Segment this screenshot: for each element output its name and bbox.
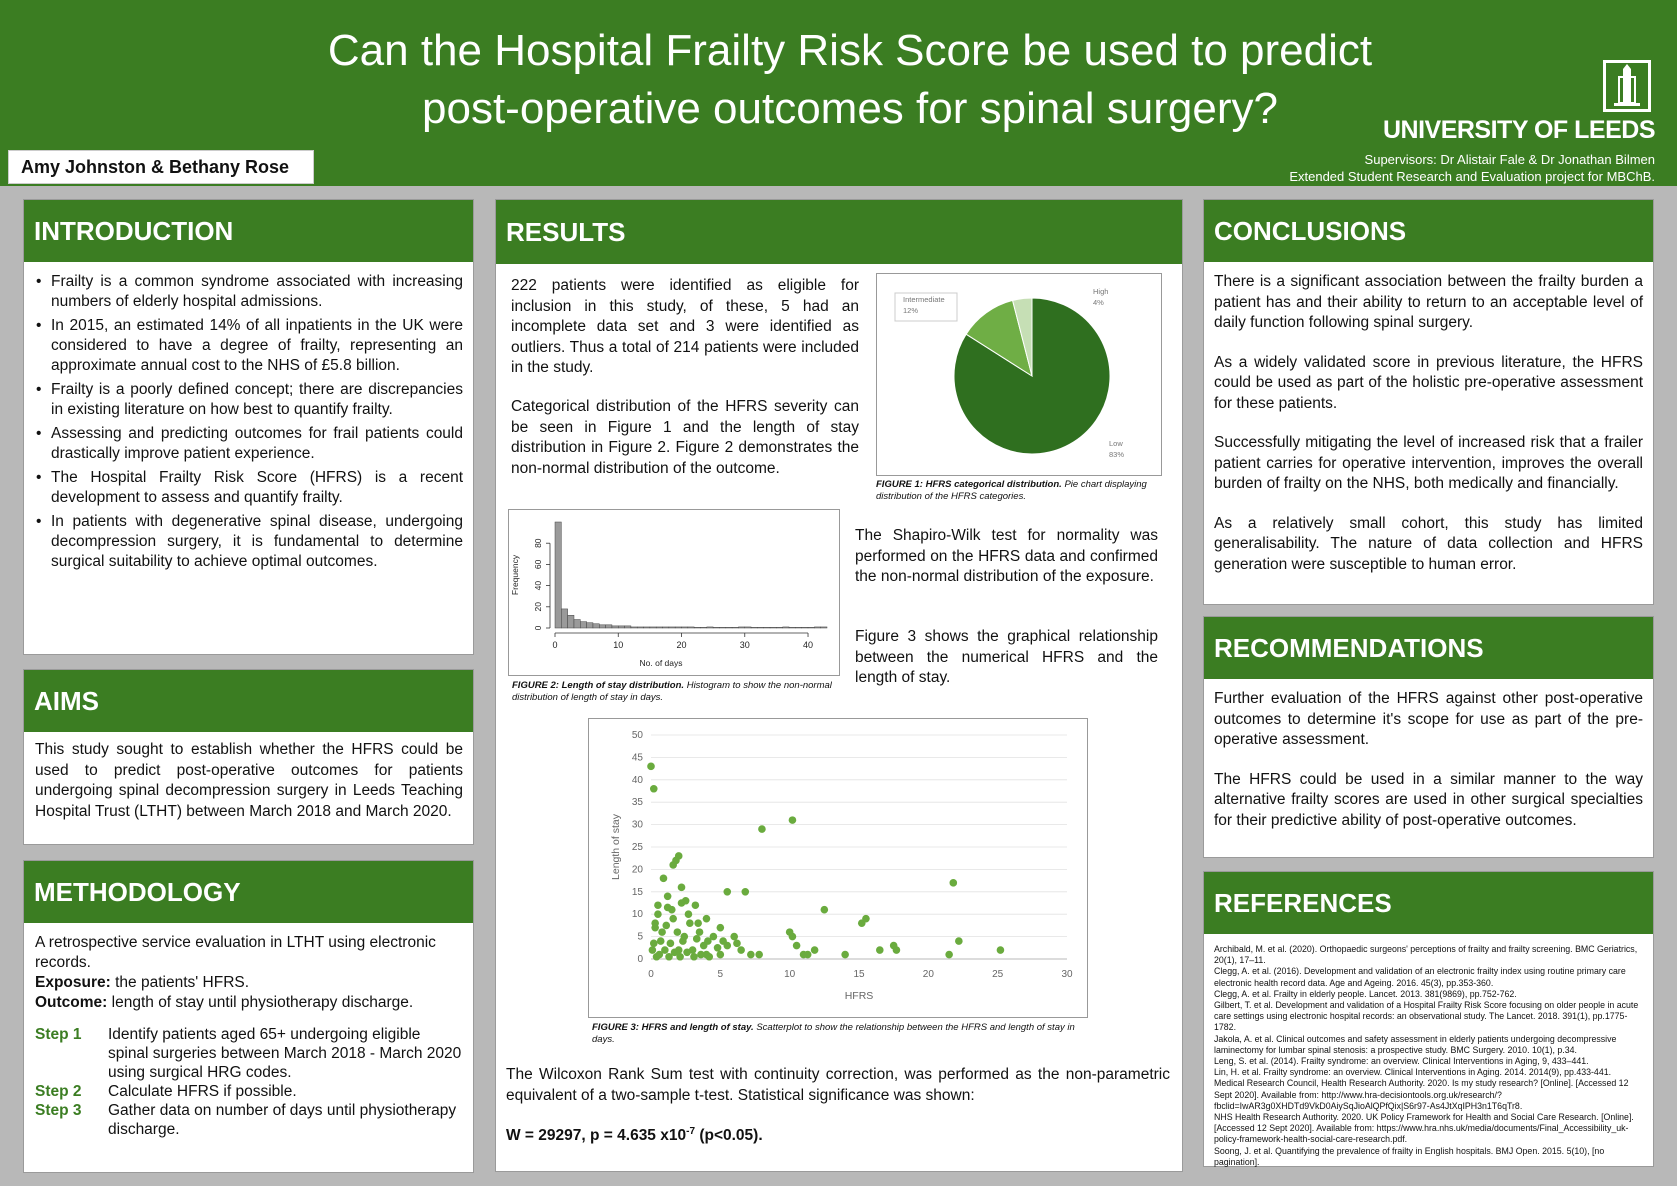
scatter-point [680, 933, 688, 941]
scatter-point [717, 924, 725, 932]
scatter-point [714, 944, 722, 952]
reference-item: Archibald, M. et al. (2020). Orthopaedic surgeons' perceptions of frailty and frailty screening. BMC Geriatrics, 20(1), 17–11. [1214, 944, 1638, 966]
scatter-point [893, 946, 901, 954]
histogram-bar [808, 627, 814, 628]
introduction-bullet: • The Hospital Frailty Risk Score (HFRS) is a recent development to assess and quantify frailty. [36, 468, 463, 508]
scatter-point [741, 888, 749, 896]
histogram-bar [757, 627, 763, 628]
scatter-point [676, 953, 684, 961]
histogram-bar [675, 627, 681, 628]
conclusions-heading: CONCLUSIONS [1204, 200, 1653, 262]
step-text: Calculate HFRS if possible. [108, 1083, 297, 1100]
scatter-point [649, 946, 657, 954]
recommendations-body [1204, 679, 1653, 831]
stat-exponent: -7 [686, 1126, 696, 1137]
methodology-intro: A retrospective service evaluation in LTHT using electronic records. [35, 934, 436, 971]
histogram-bar [814, 627, 820, 628]
histogram-bar [631, 627, 637, 628]
scatter-point [789, 816, 797, 824]
histogram-bar [644, 627, 650, 628]
step-label: Step 2 [35, 1083, 82, 1100]
histogram-bar [568, 615, 574, 628]
university-name: UNIVERSITY OF LEEDS [1382, 116, 1655, 144]
results-para-2: Categorical distribution of the HFRS severity can be seen in Figure 1 and the length of stay distribution in Figure 2. Figure 2 demonstrates the non-normal distribution of the outcome. [511, 398, 859, 477]
histogram-bar [587, 623, 593, 628]
histogram-bar [795, 627, 801, 628]
scatter-point [654, 901, 662, 909]
exposure-label: Exposure: [35, 974, 111, 991]
reference-item: Medical Research Council, Health Research Authority. 2020. Is my study research? [Online]. [Accessed 12 Sept 2020]. Available from: http://www.hra-decisiontools.org.uk/research/?fbclid=IwAR3g0XHDTd9VkD0AiySqJioAlQPfQix|S6r97-As4JtXqIPH3n1T6qTr8. [1214, 1078, 1629, 1111]
introduction-bullets [24, 262, 473, 572]
scatter-y-tick-label: 45 [631, 752, 643, 764]
scatter-point [755, 951, 763, 959]
scatter-x-tick-label: 0 [648, 969, 654, 980]
histogram-bar [764, 627, 770, 628]
step-label: Step 3 [35, 1102, 82, 1119]
histogram-bar [618, 626, 624, 628]
introduction-heading: INTRODUCTION [24, 200, 473, 262]
scatter-point [674, 928, 682, 936]
scatter-y-tick-label: 15 [631, 886, 643, 898]
reference-item: Clegg, A. et al. (2016). Development and validation of an electronic frailty index using routine primary care electronic health record data. Age and Ageing. 2016. 45(3), pp.353-360. [1214, 966, 1626, 988]
histogram-bar [713, 627, 719, 628]
histogram-bar [694, 627, 700, 628]
pie-label-low: Low [1109, 439, 1123, 448]
scatter-point [693, 935, 701, 943]
introduction-bullet: • In 2015, an estimated 14% of all inpatients in the UK were considered to have a degree of frailty, representing an approximate annual cost to the NHS of £5.8 billion. [36, 316, 463, 376]
pie-chart-svg [877, 274, 1163, 477]
title-line-1: Can the Hospital Frailty Risk Score be used to predict [327, 26, 1373, 75]
figure-1-caption [876, 479, 1166, 503]
histogram-y-tick-label: 0 [533, 625, 543, 631]
title-line-2: post-operative outcomes for spinal surgery? [422, 84, 1278, 133]
histogram-bar [751, 627, 757, 628]
scatter-point [694, 919, 702, 927]
figure-1-caption-title: FIGURE 1: HFRS categorical distribution. [876, 479, 1062, 490]
histogram-x-tick-label: 10 [613, 640, 624, 650]
histogram-bar [561, 609, 567, 628]
scatter-point [667, 940, 675, 948]
scatter-point [685, 910, 693, 918]
introduction-bullet: • In patients with degenerative spinal disease, undergoing decompression surgery, it is fundamental to determine surgical suitability to achieve optimal outcomes. [36, 512, 463, 572]
histogram-bar [606, 625, 612, 628]
histogram-bar [700, 627, 706, 628]
scatter-point [651, 924, 659, 932]
recommendations-heading: RECOMMENDATIONS [1204, 617, 1653, 679]
scatter-point [690, 953, 698, 961]
histogram-bar [745, 627, 751, 628]
university-logo-icon [1603, 60, 1651, 112]
histogram-x-tick-label: 40 [803, 640, 814, 650]
scatter-point [650, 785, 658, 793]
scatter-y-tick-label: 5 [637, 931, 643, 943]
scatter-point [669, 861, 677, 869]
histogram-bar [783, 627, 789, 628]
recommendations-panel [1203, 616, 1654, 858]
methodology-step [35, 1025, 463, 1082]
supervisors-line: Supervisors: Dr Alistair Fale & Dr Jonathan Bilmen [1364, 152, 1655, 167]
histogram-bar [726, 627, 732, 628]
histogram-bar [625, 626, 631, 628]
scatter-point [657, 937, 665, 945]
scatter-y-label: Length of stay [610, 814, 622, 880]
scatter-y-tick-label: 20 [631, 864, 643, 876]
histogram-y-tick-label: 60 [533, 559, 543, 570]
scatter-point [683, 948, 691, 956]
figure-3-scatter [588, 718, 1088, 1018]
histogram-bar [663, 627, 669, 628]
results-statistic [506, 1126, 763, 1145]
scatter-point [678, 884, 686, 892]
histogram-y-tick-label: 20 [533, 602, 543, 612]
figure-1-pie-chart [876, 273, 1162, 476]
step-text: Gather data on number of days until physiotherapy discharge. [108, 1102, 457, 1138]
methodology-body [24, 923, 473, 1139]
histogram-bar [707, 627, 713, 628]
scatter-point [678, 899, 686, 907]
histogram-bar [637, 627, 643, 628]
conclusions-body [1204, 262, 1653, 575]
scatter-point [949, 879, 957, 887]
results-para-1: 222 patients were identified as eligible for inclusion in this study, of these, 5 had an incomplete data set and 3 were identified as outliers. Thus a total of 214 patients were included in the study. [511, 277, 859, 376]
scatter-point [675, 852, 683, 860]
scatter-svg [589, 719, 1089, 1019]
scatter-point [821, 906, 829, 914]
reference-item: Gilbert, T. et al. Development and validation of a Hospital Frailty Risk Score focusing on older people in acute care settings using electronic hospital records: an observational study. The Lancet. 2018. 391(1), pp.1775-1782. [1214, 1000, 1639, 1033]
methodology-step [35, 1082, 463, 1101]
reference-item: Clegg, A. et al. Frailty in elderly people. Lancet. 2013. 381(9869), pp.752-762. [1214, 988, 1517, 999]
scatter-point [789, 933, 797, 941]
scatter-point [719, 937, 727, 945]
results-para-4: Figure 3 shows the graphical relationship between the numerical HFRS and the length of stay. [855, 628, 1158, 686]
histogram-bar [770, 627, 776, 628]
reference-item: Soong, J. et al. Quantifying the prevalence of frailty in English hospitals. BMJ Open. 2015. 5(10), [no pagination]. [1214, 1145, 1605, 1167]
scatter-y-tick-label: 0 [637, 954, 643, 965]
histogram-x-tick-label: 20 [676, 640, 687, 650]
pie-label-high: 4% [1093, 298, 1104, 307]
pie-label-intermediate: 12% [903, 306, 919, 315]
scatter-point [662, 922, 670, 930]
scatter-point [654, 910, 662, 918]
aims-panel [23, 669, 474, 845]
scatter-x-label: HFRS [844, 990, 874, 1002]
histogram-bar [656, 627, 662, 628]
scatter-x-tick-label: 20 [922, 969, 934, 980]
introduction-bullet: • Frailty is a poorly defined concept; there are discrepancies in existing literature on how best to quantify frailty. [36, 380, 463, 420]
poster-title [180, 22, 1520, 138]
histogram-y-label: Frequency [510, 554, 520, 596]
methodology-exposure [35, 973, 463, 993]
figure-1-caption-text: Pie chart displaying distribution of the HFRS categories. [876, 479, 1147, 502]
scatter-point [703, 915, 711, 923]
figure-2-caption-title: FIGURE 2: Length of stay distribution. [512, 680, 685, 691]
scatter-y-tick-label: 10 [631, 909, 643, 921]
scatter-point [650, 940, 658, 948]
introduction-bullet: • Assessing and predicting outcomes for frail patients could drastically improve patient experience. [36, 424, 463, 464]
scatter-point [811, 946, 819, 954]
histogram-bar [776, 627, 782, 628]
figure-2-histogram [508, 509, 840, 676]
histogram-bar [802, 627, 808, 628]
scatter-point [747, 951, 755, 959]
stat-tail: (p<0.05). [695, 1127, 763, 1145]
figure-2-caption [512, 680, 852, 704]
histogram-bar [738, 627, 744, 628]
scatter-point [793, 942, 801, 950]
conclusion-paragraph: As a widely validated score in previous literature, the HFRS could be used as part of the holistic pre-operative assessment for these patients. [1214, 353, 1643, 412]
scatter-point [997, 946, 1005, 954]
reference-item: Lin, H. et al. Frailty syndrome: an overview. Clinical Interventions in Aging. 2014. 2014(9), pp.433-441. [1214, 1067, 1612, 1078]
scatter-point [862, 915, 870, 923]
scatter-point [733, 940, 741, 948]
aims-heading: AIMS [24, 670, 473, 732]
introduction-panel [23, 199, 474, 655]
figure-2-caption-text: Histogram to show the non-normal distribution of length of stay in days. [512, 680, 832, 703]
scatter-point [696, 928, 704, 936]
references-heading: REFERENCES [1204, 872, 1653, 934]
scatter-point [955, 937, 963, 945]
scatter-point [723, 888, 731, 896]
scatter-y-tick-label: 50 [631, 730, 643, 741]
scatter-point [758, 825, 766, 833]
authors-label: Amy Johnston & Bethany Rose [8, 150, 314, 184]
methodology-heading: METHODOLOGY [24, 861, 473, 923]
figure-3-caption-title: FIGURE 3: HFRS and length of stay. [592, 1022, 754, 1033]
histogram-bar [555, 522, 561, 628]
scatter-point [730, 933, 738, 941]
methodology-outcome [35, 993, 463, 1013]
scatter-x-tick-label: 15 [853, 969, 865, 980]
pie-label-intermediate: Intermediate [903, 295, 945, 304]
scatter-y-tick-label: 25 [631, 842, 643, 853]
histogram-bar [789, 627, 795, 628]
scatter-point [841, 951, 849, 959]
scatter-point [876, 946, 884, 954]
scatter-point [686, 919, 694, 927]
histogram-bar [574, 620, 580, 628]
scatter-y-tick-label: 35 [631, 797, 643, 809]
histogram-x-tick-label: 30 [739, 640, 750, 650]
scatter-point [669, 915, 677, 923]
aims-text: This study sought to establish whether the HFRS could be used to predict post-operative outcomes for patients undergoing spinal decompression surgery in Leeds Teaching Hospital Trust (LTHT) between March 2018 and March 2020. [35, 741, 463, 820]
scatter-x-tick-label: 30 [1061, 969, 1073, 980]
histogram-x-label: No. of days [639, 658, 683, 668]
results-para-3: The Shapiro-Wilk test for normality was performed on the HFRS data and confirmed the non-normal distribution of the exposure. [855, 527, 1158, 585]
histogram-bar [821, 627, 827, 628]
scatter-point [697, 951, 705, 959]
histogram-bar [580, 622, 586, 628]
scatter-point [664, 904, 672, 912]
histogram-bar [732, 627, 738, 628]
references-panel [1203, 871, 1654, 1167]
histogram-y-tick-label: 80 [533, 538, 543, 548]
scatter-point [704, 937, 712, 945]
scatter-point [647, 763, 655, 771]
scatter-y-tick-label: 30 [631, 819, 643, 831]
conclusion-paragraph: There is a significant association between the frailty burden a patient has and their ability to return to an acceptable level of daily function following spinal surgery. [1214, 273, 1643, 331]
scatter-x-tick-label: 10 [784, 969, 796, 980]
introduction-bullet: • Frailty is a common syndrome associated with increasing numbers of elderly hospital admissions. [36, 272, 463, 312]
conclusion-paragraph: Successfully mitigating the level of increased risk that a frailer patient carries for operative intervention, improves the overall burden of frailty on the NHS, both medically and financially. [1214, 434, 1643, 492]
figure-3-caption [592, 1022, 1082, 1046]
histogram-y-tick-label: 40 [533, 580, 543, 591]
reference-item: Jakola, A. et al. Clinical outcomes and safety assessment in elderly patients undergoing decompressive laminectomy for lumbar spinal stenosis: a prospective study. BMC Surgery. 2010. 10(1), p.34. [1214, 1033, 1617, 1055]
project-line: Extended Student Research and Evaluation project for MBChB. [1289, 169, 1655, 184]
histogram-bar [599, 625, 605, 628]
results-para-5: The Wilcoxon Rank Sum test with continuity correction, was performed as the non-parametric equivalent of a two-sample t-test. Statistical significance was shown: [506, 1066, 1170, 1104]
scatter-point [664, 892, 672, 900]
scatter-point [658, 928, 666, 936]
conclusions-panel [1203, 199, 1654, 605]
scatter-point [660, 875, 668, 883]
histogram-bar [682, 627, 688, 628]
pie-label-low: 83% [1109, 450, 1125, 459]
histogram-bar [650, 627, 656, 628]
scatter-point [705, 953, 713, 961]
histogram-bar [688, 627, 694, 628]
histogram-x-tick-label: 0 [552, 640, 558, 650]
results-heading: RESULTS [496, 200, 1182, 264]
outcome-label: Outcome: [35, 994, 108, 1011]
scatter-x-tick-label: 25 [992, 969, 1004, 980]
histogram-bar [669, 627, 675, 628]
scatter-point [737, 946, 745, 954]
figure-3-caption-text: Scatterplot to show the relationship between the HFRS and length of stay in days. [592, 1022, 1075, 1045]
reference-item: NHS Health Research Authority. 2020. UK Policy Framework for Health and Social Care Research. [Online]. [Accessed 12 Sept 2020]. Available from: https://www.hra.nhs.uk/media/documents/Final_Accessibility_uk-policy-framework-health-social-care-research.pdf. [1214, 1112, 1634, 1145]
supervisors-text [1150, 151, 1655, 185]
histogram-bar [719, 627, 725, 628]
methodology-panel [23, 860, 474, 1173]
scatter-point [804, 951, 812, 959]
scatter-point [717, 951, 725, 959]
methodology-steps [35, 1025, 463, 1139]
scatter-point [692, 901, 700, 909]
scatter-point [945, 951, 953, 959]
references-list [1204, 934, 1653, 1168]
exposure-text: the patients' HFRS. [110, 974, 250, 991]
scatter-x-tick-label: 5 [717, 969, 724, 980]
histogram-bar [612, 626, 618, 628]
recommendation-paragraph: Further evaluation of the HFRS against other post-operative outcomes to determine it's scope for use as part of the pre-operative assessment. [1214, 690, 1643, 748]
outcome-text: length of stay until physiotherapy discharge. [107, 994, 414, 1011]
methodology-step [35, 1101, 463, 1139]
conclusion-paragraph: As a relatively small cohort, this study has limited generalisability. The nature of data collection and HFRS generation were susceptible to human error. [1214, 514, 1643, 573]
stat-main: W = 29297, p = 4.635 x10 [506, 1127, 687, 1145]
reference-item: Leng, S. et al. (2014). Frailty syndrome: an overview. Clinical Interventions in Aging, 9, 433–441. [1214, 1056, 1589, 1067]
histogram-svg [509, 510, 841, 677]
scatter-point [656, 951, 664, 959]
pie-label-high: High [1093, 287, 1109, 296]
recommendation-paragraph: The HFRS could be used in a similar manner to the way alternative frailty scores are used in other surgical specialties for their predictive ability of post-operative outcomes. [1214, 770, 1643, 829]
step-label: Step 1 [35, 1026, 82, 1043]
scatter-y-tick-label: 40 [631, 774, 643, 786]
histogram-bar [593, 624, 599, 628]
step-text: Identify patients aged 65+ undergoing eligible spinal surgeries between March 2018 - March 2020 using surgical HRG codes. [108, 1026, 462, 1081]
